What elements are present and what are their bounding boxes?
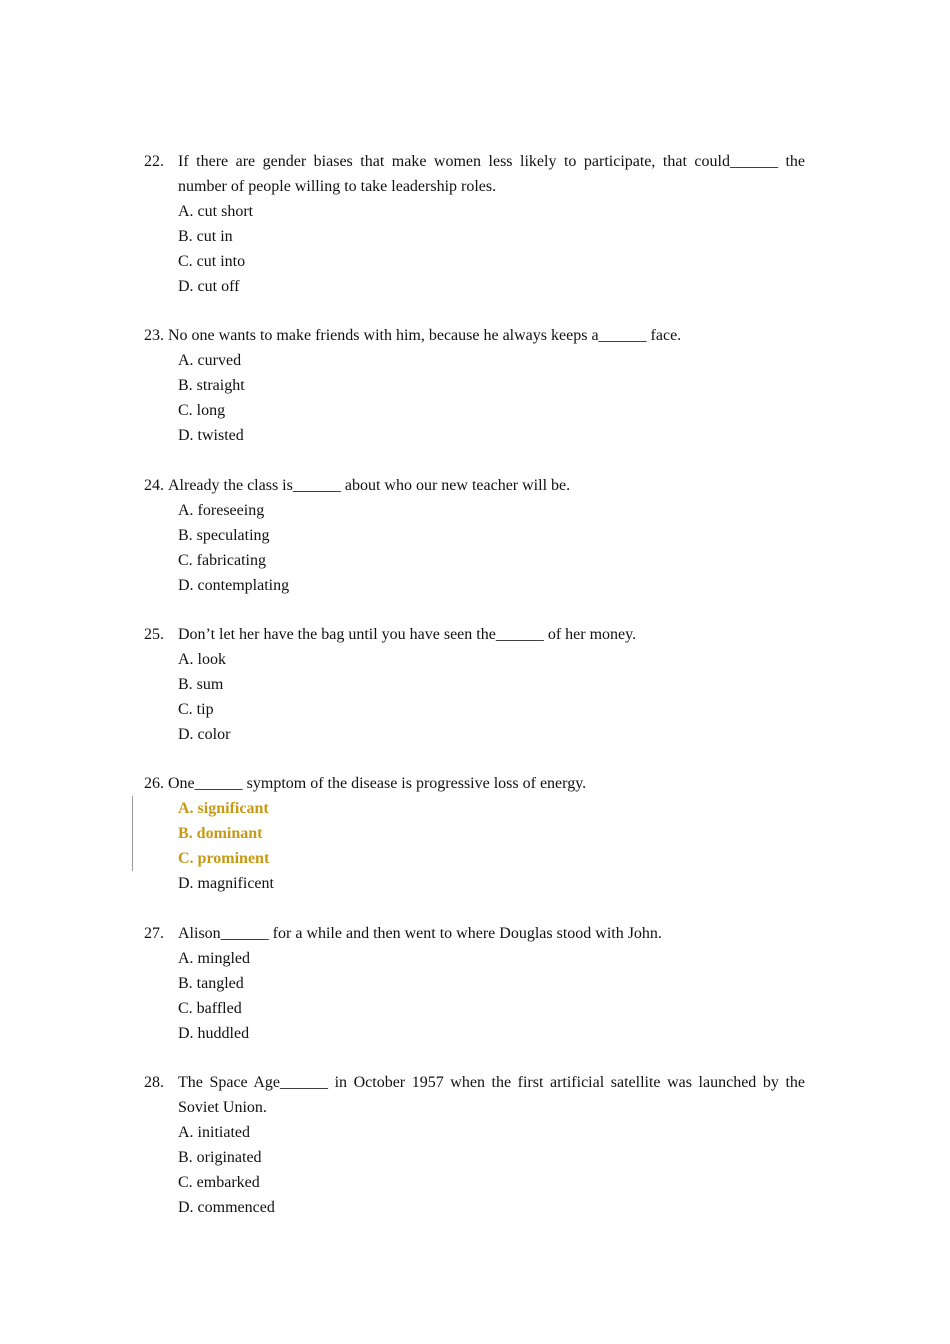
option-list (144, 647, 805, 747)
option-list (144, 796, 805, 896)
option-d: D. huddled (178, 1025, 250, 1042)
question-stem (144, 323, 805, 348)
question-text: Alison______ for a while and then went to where Douglas stood with John. (178, 925, 662, 942)
option-b: B. originated (178, 1149, 262, 1166)
question-number: 22. (144, 153, 164, 170)
option-d: D. contemplating (178, 577, 290, 594)
question-27 (144, 921, 805, 1046)
revision-change-bar (132, 796, 133, 871)
question-number: 26. (144, 775, 164, 792)
option-d: D. color (178, 726, 231, 743)
option-b: B. tangled (178, 975, 244, 992)
option-list (144, 199, 805, 299)
question-stem (144, 473, 805, 498)
question-stem (144, 622, 805, 647)
option-a: A. initiated (178, 1124, 250, 1141)
question-stem (144, 771, 805, 796)
question-24 (144, 473, 805, 598)
option-d: D. twisted (178, 427, 244, 444)
question-28 (144, 1070, 805, 1220)
question-number: 24. (144, 477, 164, 494)
option-a: A. cut short (178, 203, 254, 220)
option-c: C. long (178, 402, 226, 419)
question-number: 28. (144, 1074, 164, 1091)
option-b: B. speculating (178, 527, 270, 544)
question-number: 25. (144, 626, 164, 643)
option-c: C. tip (178, 701, 214, 718)
option-b: B. sum (178, 676, 224, 693)
question-text: One______ symptom of the disease is progressive loss of energy. (168, 775, 587, 792)
option-d: D. magnificent (178, 875, 274, 892)
question-number: 23. (144, 327, 164, 344)
question-text: No one wants to make friends with him, because he always keeps a______ face. (168, 327, 682, 344)
option-c-highlighted: C. prominent (178, 850, 270, 867)
question-text: Already the class is______ about who our new teacher will be. (168, 477, 571, 494)
option-a: A. foreseeing (178, 502, 265, 519)
option-a: A. look (178, 651, 226, 668)
option-list (144, 348, 805, 448)
option-d: D. cut off (178, 278, 240, 295)
question-stem (144, 149, 805, 199)
option-a: A. mingled (178, 950, 250, 967)
question-23 (144, 323, 805, 448)
question-26 (144, 771, 805, 896)
option-list (144, 946, 805, 1046)
option-b: B. cut in (178, 228, 233, 245)
question-number: 27. (144, 925, 164, 942)
option-a: A. curved (178, 352, 242, 369)
option-b: B. straight (178, 377, 245, 394)
option-d: D. commenced (178, 1199, 275, 1216)
question-25 (144, 622, 805, 747)
option-c: C. fabricating (178, 552, 266, 569)
question-stem (144, 921, 805, 946)
question-stem (144, 1070, 805, 1120)
question-text: Don’t let her have the bag until you have seen the______ of her money. (178, 626, 637, 643)
option-c: C. embarked (178, 1174, 260, 1191)
question-22 (144, 149, 805, 299)
question-text: If there are gender biases that make women less likely to participate, that could______ the number of people willing to take leadership roles. (178, 153, 805, 195)
option-c: C. baffled (178, 1000, 242, 1017)
question-text: The Space Age______ in October 1957 when the first artificial satellite was launched by the Soviet Union. (178, 1074, 805, 1116)
option-c: C. cut into (178, 253, 246, 270)
option-list (144, 498, 805, 598)
option-b-highlighted: B. dominant (178, 825, 263, 842)
option-a-highlighted: A. significant (178, 800, 269, 817)
option-list (144, 1120, 805, 1220)
